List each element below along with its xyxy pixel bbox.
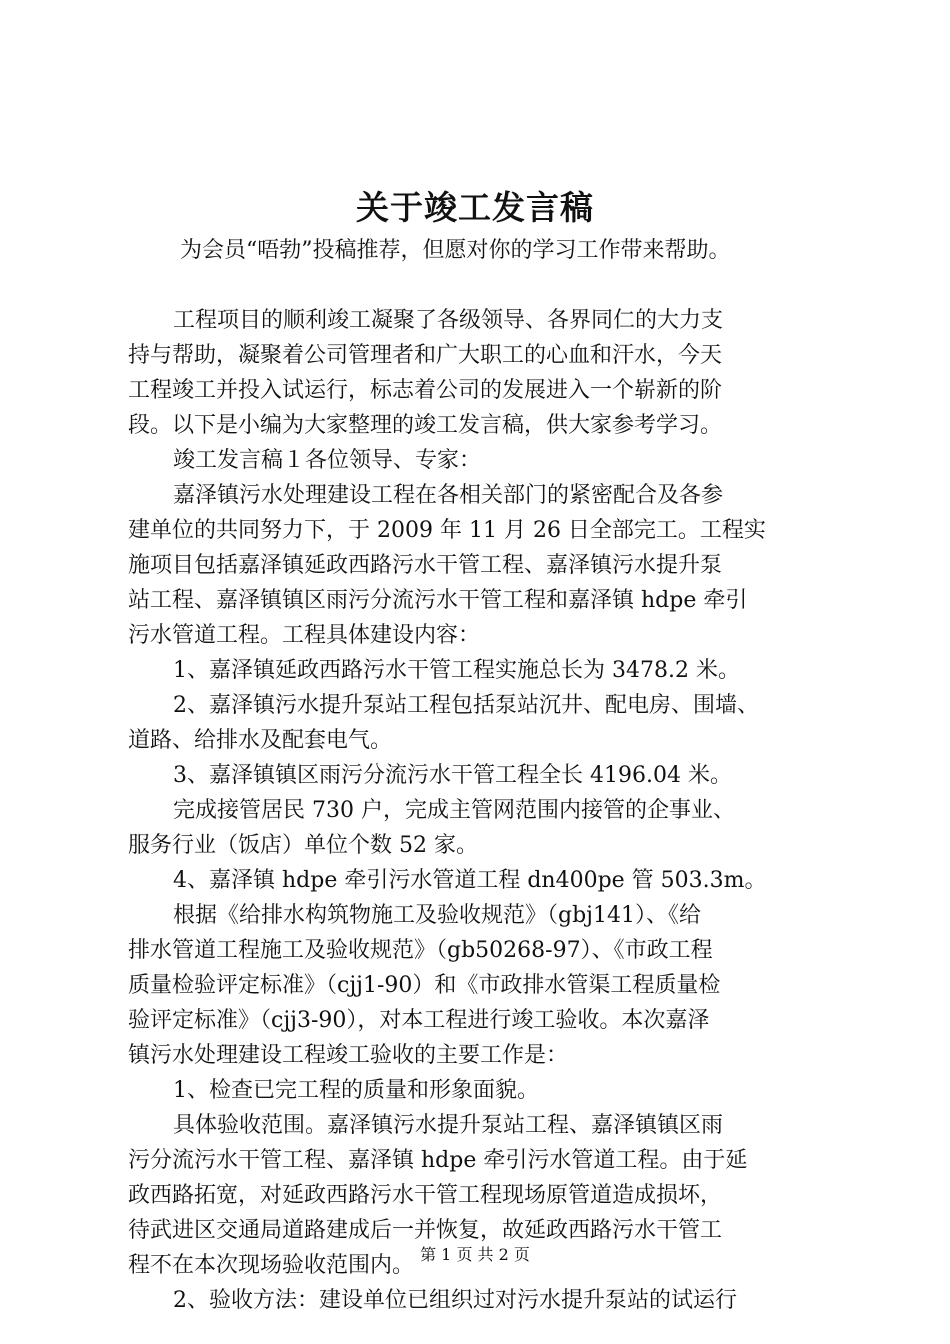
paragraph-line: 完成接管居民 730 户，完成主管网范围内接管的企事业、: [173, 798, 735, 823]
paragraph-line: 工程竣工并投入试运行，标志着公司的发展进入一个崭新的阶: [128, 378, 723, 403]
paragraph-line: 竣工发言稿１各位领导、专家：: [173, 448, 482, 473]
paragraph-line: 建单位的共同努力下，于 2009 年 11 月 26 日全部完工。工程实: [128, 518, 766, 543]
paragraph-line: 段。以下是小编为大家整理的竣工发言稿，供大家参考学习。: [128, 413, 723, 438]
paragraph-line: 程不在本次现场验收范围内。: [128, 1253, 415, 1278]
paragraph-line: 嘉泽镇污水处理建设工程在各相关部门的紧密配合及各参: [173, 483, 724, 508]
blank-line: [128, 268, 833, 303]
intro-line: 为会员“唔勃”投稿推荐，但愿对你的学习工作带来帮助。: [180, 238, 731, 263]
page-footer: 第 1 页 共 2 页: [420, 1245, 530, 1264]
paragraph-line: 待武进区交通局道路建成后一并恢复，故延政西路污水干管工: [128, 1218, 723, 1243]
paragraph-line: 1、嘉泽镇延政西路污水干管工程实施总长为 3478.2 米。: [173, 658, 740, 683]
paragraph-line: 站工程、嘉泽镇镇区雨污分流污水干管工程和嘉泽镇 hdpe 牵引: [128, 588, 748, 613]
paragraph-line: 服务行业（饭店）单位个数 52 家。: [128, 833, 478, 858]
paragraph-line: 政西路拓宽，对延政西路污水干管工程现场原管道造成损坏，: [128, 1183, 723, 1208]
paragraph-line: 具体验收范围。嘉泽镇污水提升泵站工程、嘉泽镇镇区雨: [173, 1113, 724, 1138]
document-title: 关于竣工发言稿: [356, 188, 594, 227]
paragraph-line: 施项目包括嘉泽镇延政西路污水干管工程、嘉泽镇污水提升泵: [128, 553, 723, 578]
paragraph-line: 镇污水处理建设工程竣工验收的主要工作是：: [128, 1043, 569, 1068]
paragraph-line: 3、嘉泽镇镇区雨污分流污水干管工程全长 4196.04 米。: [173, 763, 732, 788]
paragraph-line: 排水管道工程施工及验收规范》（gb50268-97）、《市政工程: [128, 938, 713, 963]
paragraph-line: 道路、给排水及配套电气。: [128, 728, 393, 753]
document-body: [128, 233, 833, 1318]
paragraph-line: 污水管道工程。工程具体建设内容：: [128, 623, 481, 648]
paragraph-line: 根据《给排水构筑物施工及验收规范》（gbj141）、《给: [173, 903, 701, 928]
paragraph-line: 质量检验评定标准》（cjj1-90）和《市政排水管渠工程质量检: [128, 973, 721, 998]
paragraph-line: 4、嘉泽镇 hdpe 牵引污水管道工程 dn400pe 管 503.3m。: [173, 868, 767, 893]
paragraph-line: 2、验收方法：建设单位已组织过对污水提升泵站的试运行: [173, 1288, 737, 1313]
paragraph-line: 验评定标准》（cjj3-90），对本工程进行竣工验收。本次嘉泽: [128, 1008, 710, 1033]
paragraph-line: 2、嘉泽镇污水提升泵站工程包括泵站沉井、配电房、围墙、: [173, 693, 759, 718]
paragraph-line: 1、检查已完工程的质量和形象面貌。: [173, 1078, 539, 1103]
paragraph-line: 污分流污水干管工程、嘉泽镇 hdpe 牵引污水管道工程。由于延: [128, 1148, 748, 1173]
paragraph-line: 工程项目的顺利竣工凝聚了各级领导、各界同仁的大力支: [173, 308, 724, 333]
paragraph-line: 持与帮助，凝聚着公司管理者和广大职工的心血和汗水，今天: [128, 343, 723, 368]
